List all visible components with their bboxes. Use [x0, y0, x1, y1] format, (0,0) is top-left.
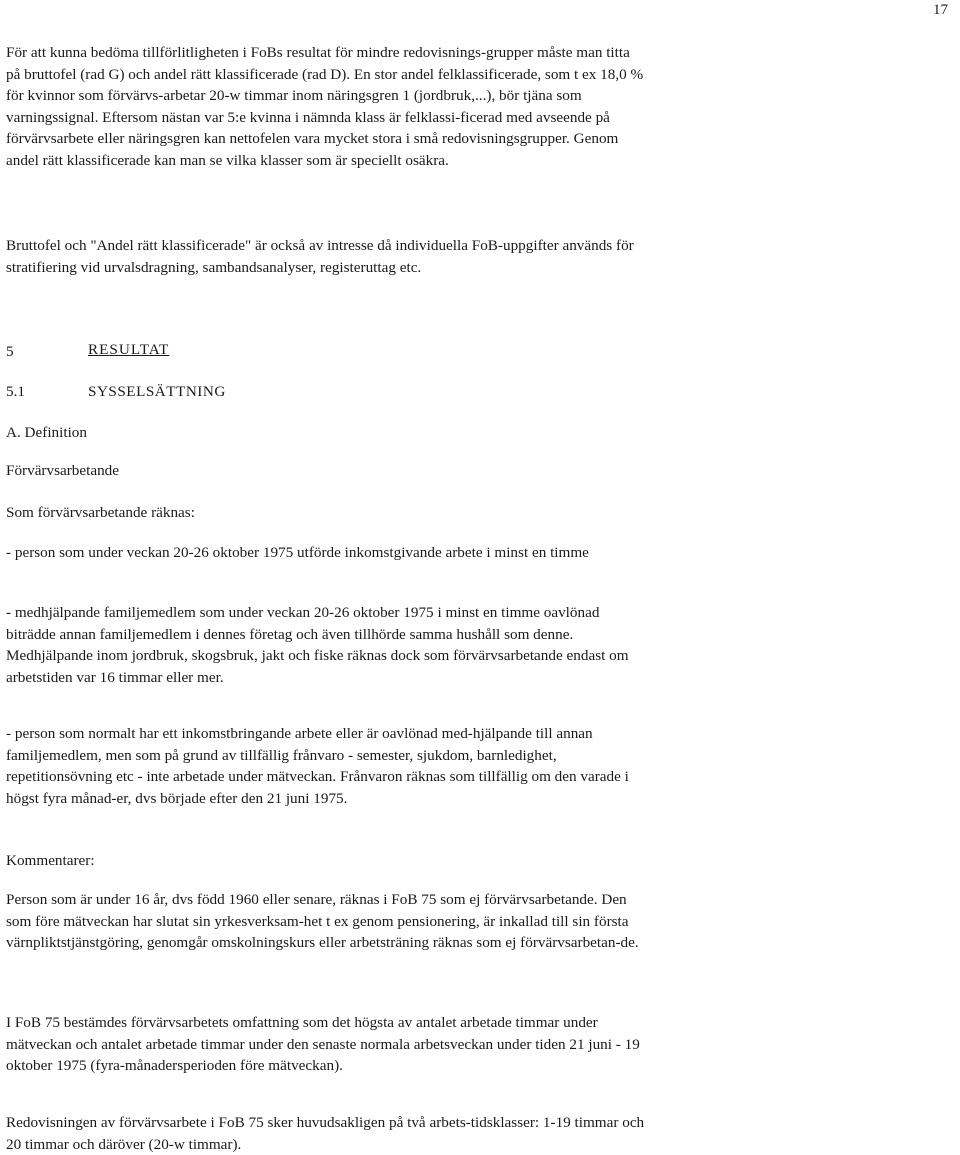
criterion-1: - person som under veckan 20-26 oktober 1975 utförde inkomstgivande arbete i minst en timme: [6, 544, 589, 561]
subsection-number: 5.1: [6, 383, 25, 400]
kommentarer-heading: Kommentarer:: [6, 852, 95, 869]
page-number: 17: [933, 2, 948, 18]
comment-1: Person som är under 16 år, dvs född 1960 eller senare, räknas i FoB 75 som ej förvärvsarbetande. Den som före mätveckan har slutat sin yrkesverksam-het t ex genom pensionering, är inkallad till sin första värnpliktstjänstgöring, genomgår omskolningskurs eller arbetsträning räknas som ej förvärvsarbetan-de.: [6, 891, 639, 951]
section-number: 5: [6, 343, 14, 360]
comment-2: I FoB 75 bestämdes förvärvsarbetets omfattning som det högsta av antalet arbetade timmar under mätveckan och antalet arbetade timmar under den senaste normala arbetsveckan under tiden 21 juni - 19 oktober 1975 (fyra-månadersperioden före mätveckan).: [6, 1014, 640, 1074]
comment-3: Redovisningen av förvärvsarbete i FoB 75 sker huvudsakligen på två arbets-tidsklasser: 1-19 timmar och 20 timmar och däröver (20-w timmar).: [6, 1114, 645, 1153]
criterion-3: - person som normalt har ett inkomstbringande arbete eller är oavlönad med-hjälpande till annan familjemedlem, men som på grund av tillfällig frånvaro - semester, sjukdom, barnledighet, repetitionsövning etc - inte arbetade under mätveckan. Frånvaron räknas som tillfällig om den varade i högst fyra månad-er, dvs började efter den 21 juni 1975.: [6, 725, 629, 807]
intro-paragraph-1: För att kunna bedöma tillförlitligheten i FoBs resultat för mindre redovisnings-grupper måste man titta på bruttofel (rad G) och andel rätt klassificerade (rad D). En stor andel felklassificerade, som t ex 18,0 % för kvinnor som förvärvs-arbetar 20-w timmar inom näringsgren 1 (jordbruk,...), bör tjäna som varningssignal. Eftersom nästan var 5:e kvinna i nämnda klass är felklassi-ficerad med avseende på förvärvsarbete eller näringsgren kan nettofelen vara mycket stora i små redovisningsgrupper. Genom andel rätt klassificerade kan man se vilka klasser som är speciellt osäkra.: [6, 44, 644, 169]
forvarvsarbetande-heading: Förvärvsarbetande: [6, 462, 120, 479]
subsection-a-heading: A. Definition: [6, 424, 87, 441]
intro-paragraph-2: Bruttofel och "Andel rätt klassificerade" är också av intresse då individuella FoB-uppgifter används för stratifiering vid urvalsdragning, sambandsanalyser, registeruttag etc.: [6, 237, 634, 276]
raknas-intro: Som förvärvsarbetande räknas:: [6, 504, 195, 521]
section-title: RESULTAT: [88, 341, 170, 358]
subsection-title: SYSSELSÄTTNING: [88, 383, 226, 400]
criterion-2: - medhjälpande familjemedlem som under veckan 20-26 oktober 1975 i minst en timme oavlönad biträdde annan familjemedlem i dennes företag och även tillhörde samma hushåll som denne. Medhjälpande inom jordbruk, skogsbruk, jakt och fiske räknas dock som förvärvsarbetande endast om arbetstiden var 16 timmar eller mer.: [6, 604, 629, 686]
